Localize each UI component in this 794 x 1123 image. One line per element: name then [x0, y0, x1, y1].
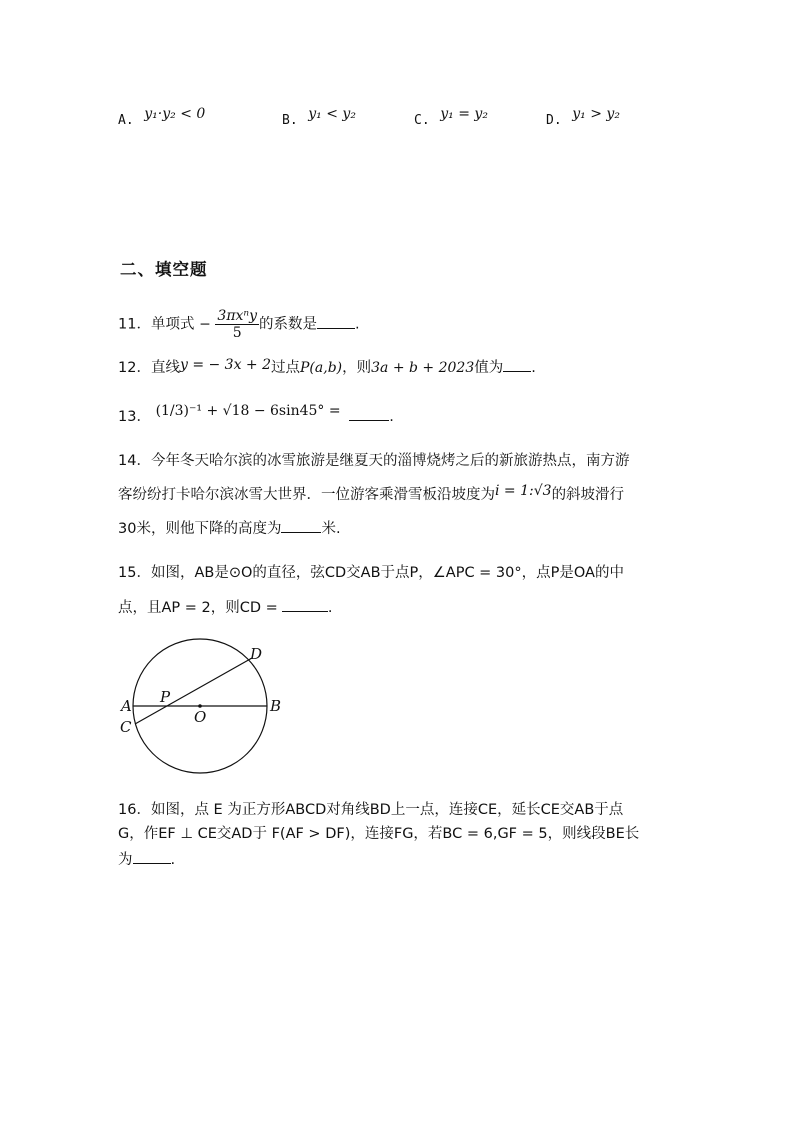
choice-b-label: B. — [282, 113, 298, 128]
choice-a-label: A. — [118, 113, 134, 128]
q15-number: 15． — [118, 565, 151, 581]
label-b: B — [270, 697, 282, 715]
label-c: C — [120, 718, 132, 736]
choice-d-label: D. — [546, 113, 562, 128]
choice-d — [546, 106, 620, 131]
q12-number: 12． — [118, 360, 151, 376]
question-15-line-1 — [118, 563, 624, 583]
q12-point-expr: P(a,b) — [300, 360, 343, 376]
question-13 — [118, 403, 394, 427]
q16-number: 16． — [118, 802, 151, 818]
q11-minus: − — [199, 316, 211, 333]
q16-line3-pre: 为 — [118, 852, 133, 868]
q15-line1: 如图，AB是⊙O的直径，弦CD交AB于点P，∠APC = 30°，点P是OA的中 — [150, 565, 624, 581]
q15-line2-end: . — [327, 600, 333, 616]
label-d: D — [250, 645, 263, 663]
q14-line1: 今年冬天哈尔滨的冰雪旅游是继夏天的淄博烧烤之后的新旅游热点，南方游 — [150, 453, 630, 469]
question-11 — [118, 308, 360, 341]
question-16-line-2 — [118, 824, 639, 844]
q14-line2-pre: 客纷纷打卡哈尔滨冰雪大世界．一位游客乘滑雪板沿坡度为 — [118, 487, 495, 503]
section-title: 二、填空题 — [120, 260, 208, 279]
q12-line-expr: y = − 3x + 2 — [179, 357, 272, 373]
q12-post: 值为 — [474, 360, 504, 376]
q13-blank — [349, 406, 389, 421]
q14-blank — [281, 518, 321, 533]
circle-figure — [110, 630, 310, 790]
q12-pre: 直线 — [150, 360, 180, 376]
q13-end: . — [389, 409, 394, 425]
choice-b — [282, 106, 356, 131]
q13-number: 13． — [118, 409, 151, 425]
q11-number: 11． — [118, 316, 151, 333]
q11-fraction — [215, 308, 259, 341]
q15-blank — [282, 597, 328, 612]
q14-slope-expr: i = 1:√3 — [495, 483, 552, 499]
q12-mid2: ，则 — [342, 360, 372, 376]
q11-pre: 单项式 — [150, 316, 195, 333]
q12-end: . — [531, 360, 536, 376]
choice-a — [118, 106, 206, 131]
q13-expr: (1/3)⁻¹ + √18 − 6sin45° = — [155, 403, 341, 419]
q16-line1: 如图，点 E 为正方形ABCD对角线BD上一点，连接CE，延长CE交AB于点 — [150, 802, 624, 818]
q15-line2-pre: 点，且AP = 2，则CD = — [118, 600, 278, 616]
question-14-line-3 — [118, 518, 341, 539]
q14-line3-post: 米. — [321, 521, 341, 537]
label-o: O — [194, 708, 207, 726]
q12-value-expr: 3a + b + 2023 — [371, 360, 475, 376]
q11-end: . — [355, 316, 360, 333]
question-16-line-1 — [118, 800, 623, 820]
q11-frac-den: 5 — [232, 325, 242, 341]
label-a: A — [121, 697, 132, 715]
q11-blank — [317, 314, 355, 329]
q12-blank — [503, 357, 531, 372]
q16-blank — [133, 849, 171, 864]
question-15-line-2 — [118, 597, 332, 618]
question-14-line-1 — [118, 451, 629, 471]
q14-number: 14． — [118, 453, 151, 469]
question-14-line-2 — [118, 485, 624, 505]
q16-line2: G，作EF ⊥ CE交AD于 F(AF > DF)，连接FG，若BC = 6,GF = 5，则线段BE长 — [118, 826, 640, 842]
q16-line3-end: . — [170, 852, 176, 868]
question-16-line-3 — [118, 849, 175, 870]
q11-post: 的系数是 — [259, 316, 317, 333]
choice-a-expr: y₁·y₂ < 0 — [144, 106, 206, 122]
q11-frac-num: 3πxⁿy — [217, 308, 257, 324]
choice-b-expr: y₁ < y₂ — [308, 106, 356, 122]
label-p: P — [160, 688, 171, 706]
choice-c-label: C. — [414, 113, 430, 128]
q14-line3-pre: 30米，则他下降的高度为 — [118, 521, 282, 537]
q14-line2-post: 的斜坡滑行 — [551, 487, 625, 503]
choice-c — [414, 106, 488, 131]
choice-d-expr: y₁ > y₂ — [572, 106, 620, 122]
question-12 — [118, 357, 536, 378]
q12-mid1: 过点 — [271, 360, 301, 376]
choice-c-expr: y₁ = y₂ — [440, 106, 488, 122]
